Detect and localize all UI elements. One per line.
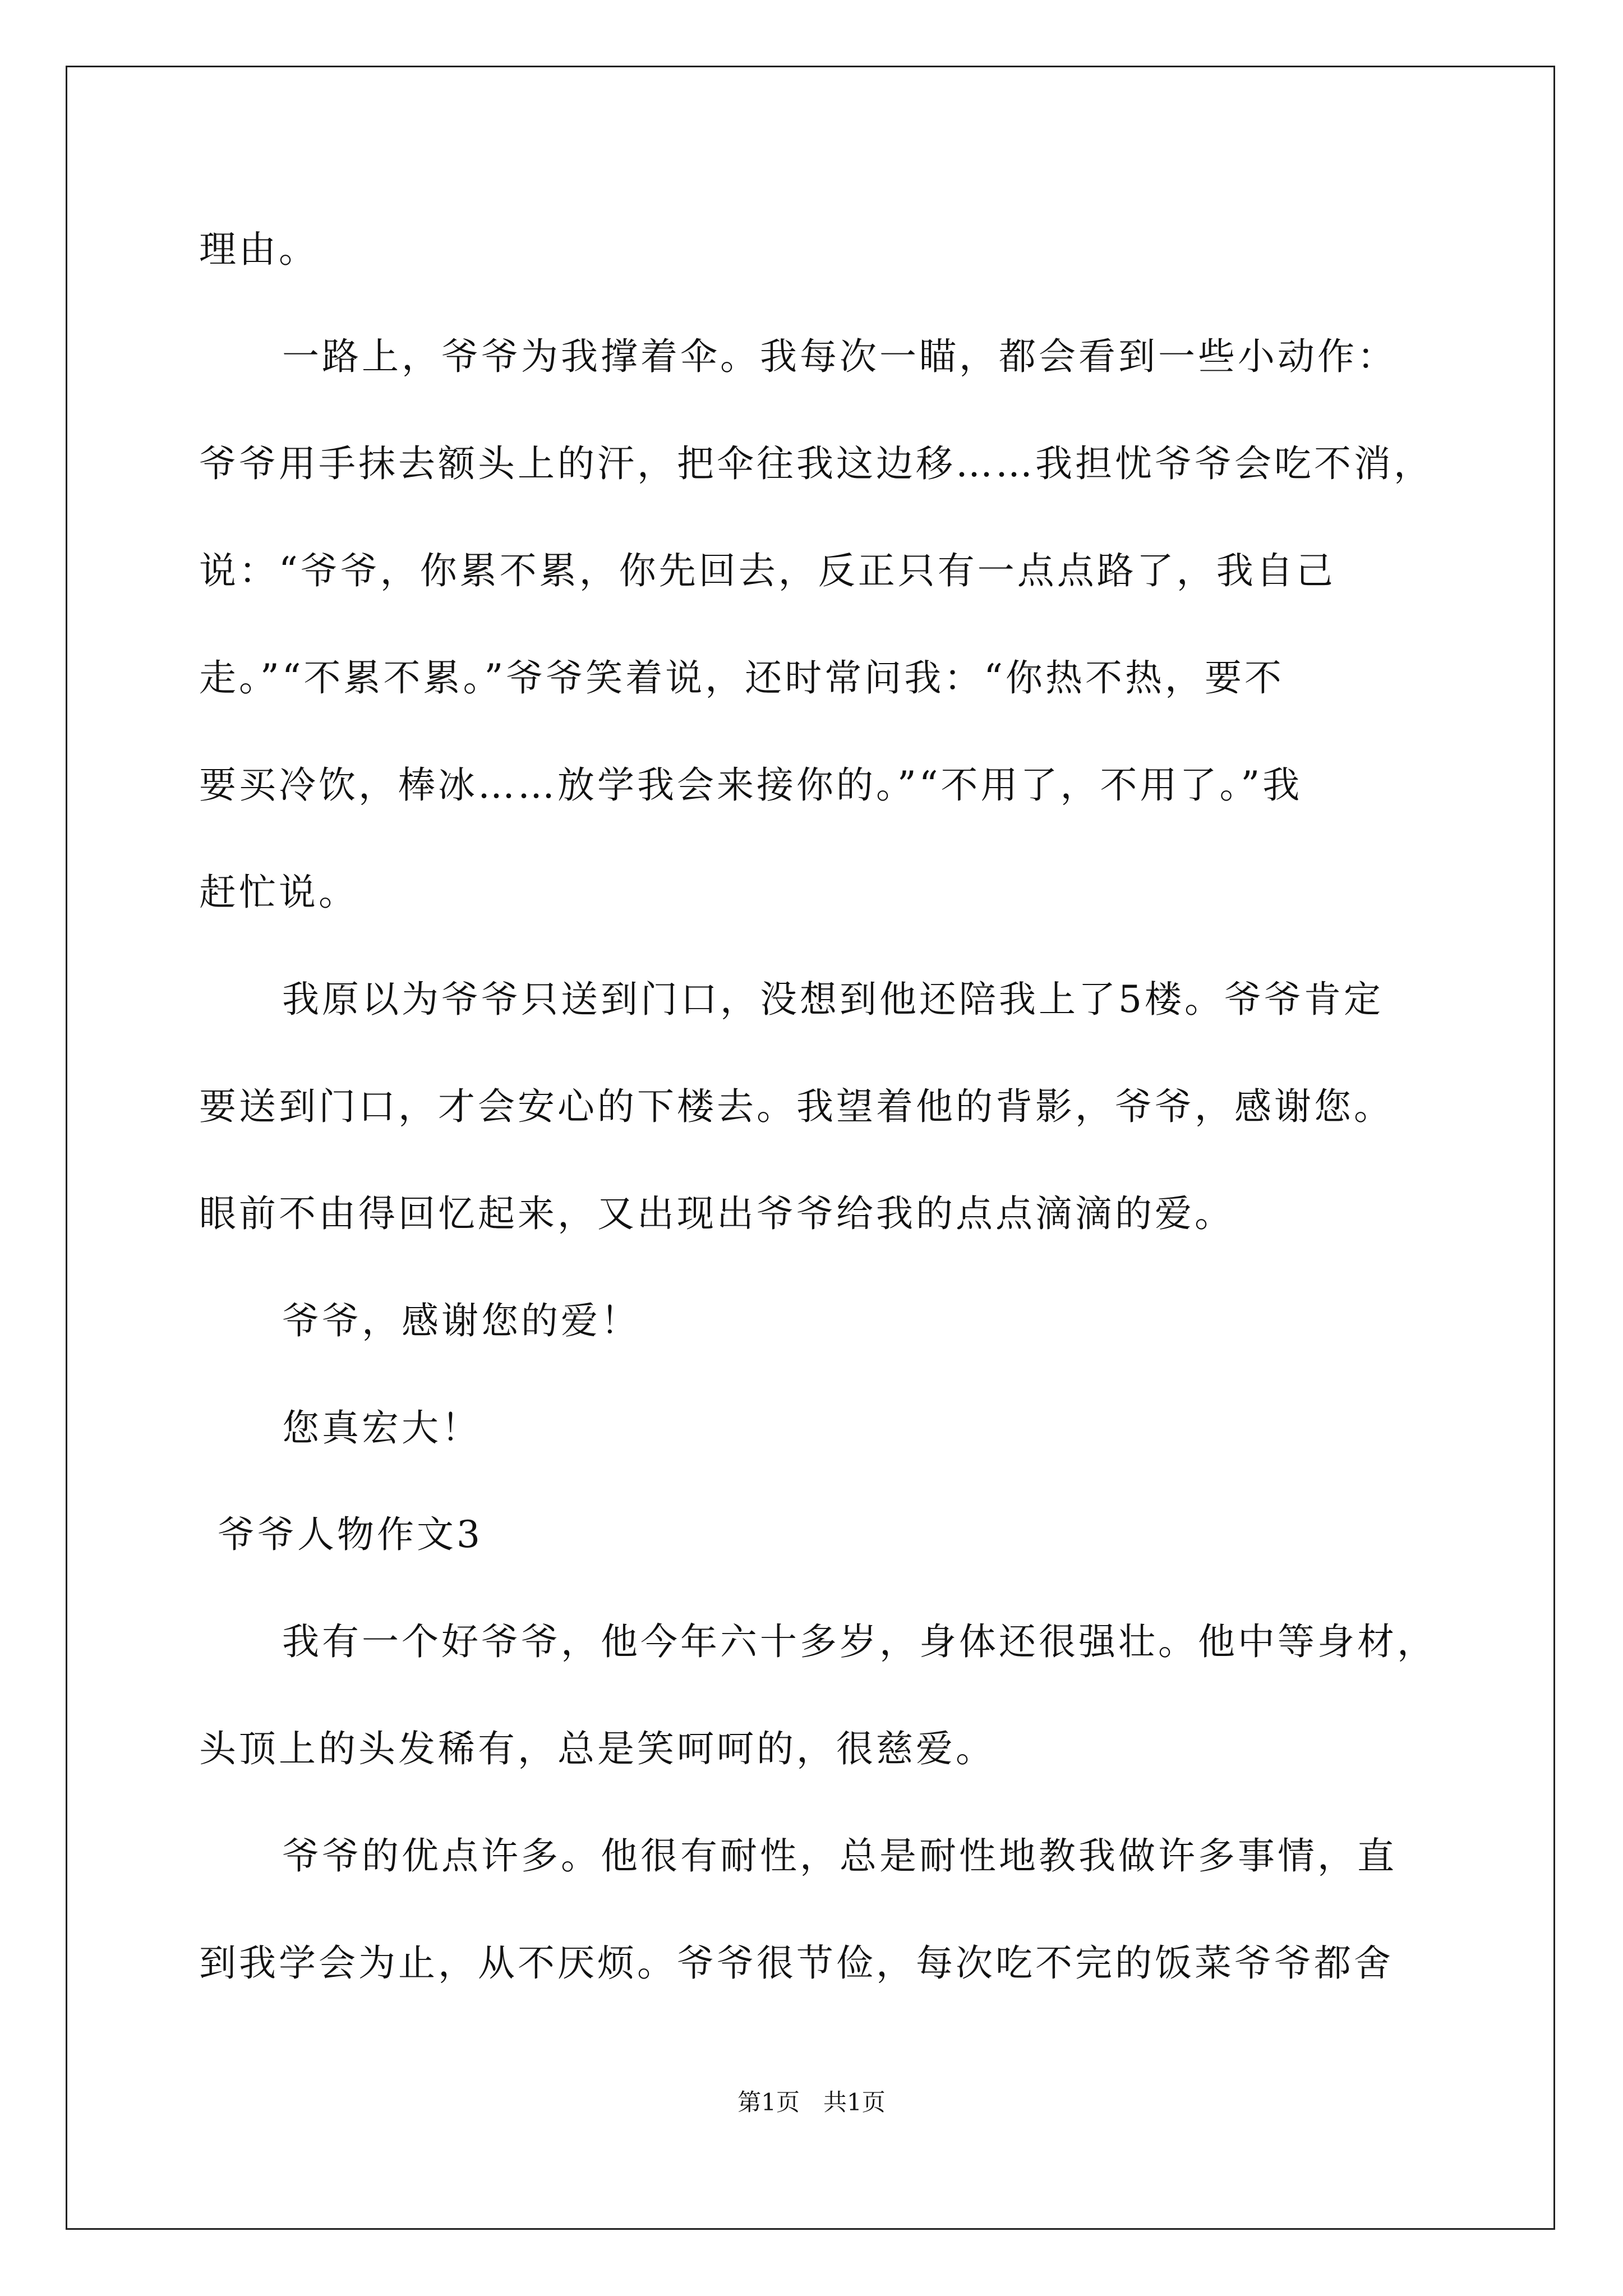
text-line: 您真宏大！ bbox=[282, 1406, 481, 1450]
text-line: 一路上，爷爷为我撑着伞。我每次一瞄，都会看到一些小动作： bbox=[282, 335, 1397, 378]
text-line: 要送到门口，才会安心的下楼去。我望着他的背影，爷爷，感谢您。 bbox=[199, 1085, 1394, 1128]
text-line: 我有一个好爷爷，他今年六十多岁，身体还很强壮。他中等身材， bbox=[282, 1620, 1437, 1663]
text-line: 走。”“不累不累。”爷爷笑着说，还时常问我：“你热不热，要不 bbox=[199, 656, 1284, 700]
text-line: 我原以为爷爷只送到门口，没想到他还陪我上了5楼。爷爷肯定 bbox=[282, 978, 1384, 1021]
text-line: 说：“爷爷，你累不累，你先回去，反正只有一点点路了，我自己 bbox=[199, 549, 1336, 592]
text-line: 理由。 bbox=[199, 228, 319, 271]
page-border bbox=[66, 66, 1555, 2230]
text-line: 爷爷的优点许多。他很有耐性，总是耐性地教我做许多事情，直 bbox=[282, 1834, 1397, 1878]
text-line: 爷爷，感谢您的爱！ bbox=[282, 1299, 640, 1342]
text-line: 头顶上的头发稀有，总是笑呵呵的，很慈爱。 bbox=[199, 1727, 995, 1770]
text-line: 赶忙说。 bbox=[199, 871, 358, 914]
text-line: 到我学会为止，从不厌烦。爷爷很节俭，每次吃不完的饭菜爷爷都舍 bbox=[199, 1941, 1394, 1985]
section-heading: 爷爷人物作文3 bbox=[218, 1513, 483, 1556]
text-line: 眼前不由得回忆起来，又出现出爷爷给我的点点滴滴的爱。 bbox=[199, 1192, 1234, 1235]
text-line: 要买冷饮，棒冰……放学我会来接你的。”“不用了，不用了。”我 bbox=[199, 763, 1303, 807]
text-line: 爷爷用手抹去额头上的汗，把伞往我这边移……我担忧爷爷会吃不消， bbox=[199, 442, 1433, 485]
page-number-footer: 第1页 共1页 bbox=[737, 2088, 886, 2116]
